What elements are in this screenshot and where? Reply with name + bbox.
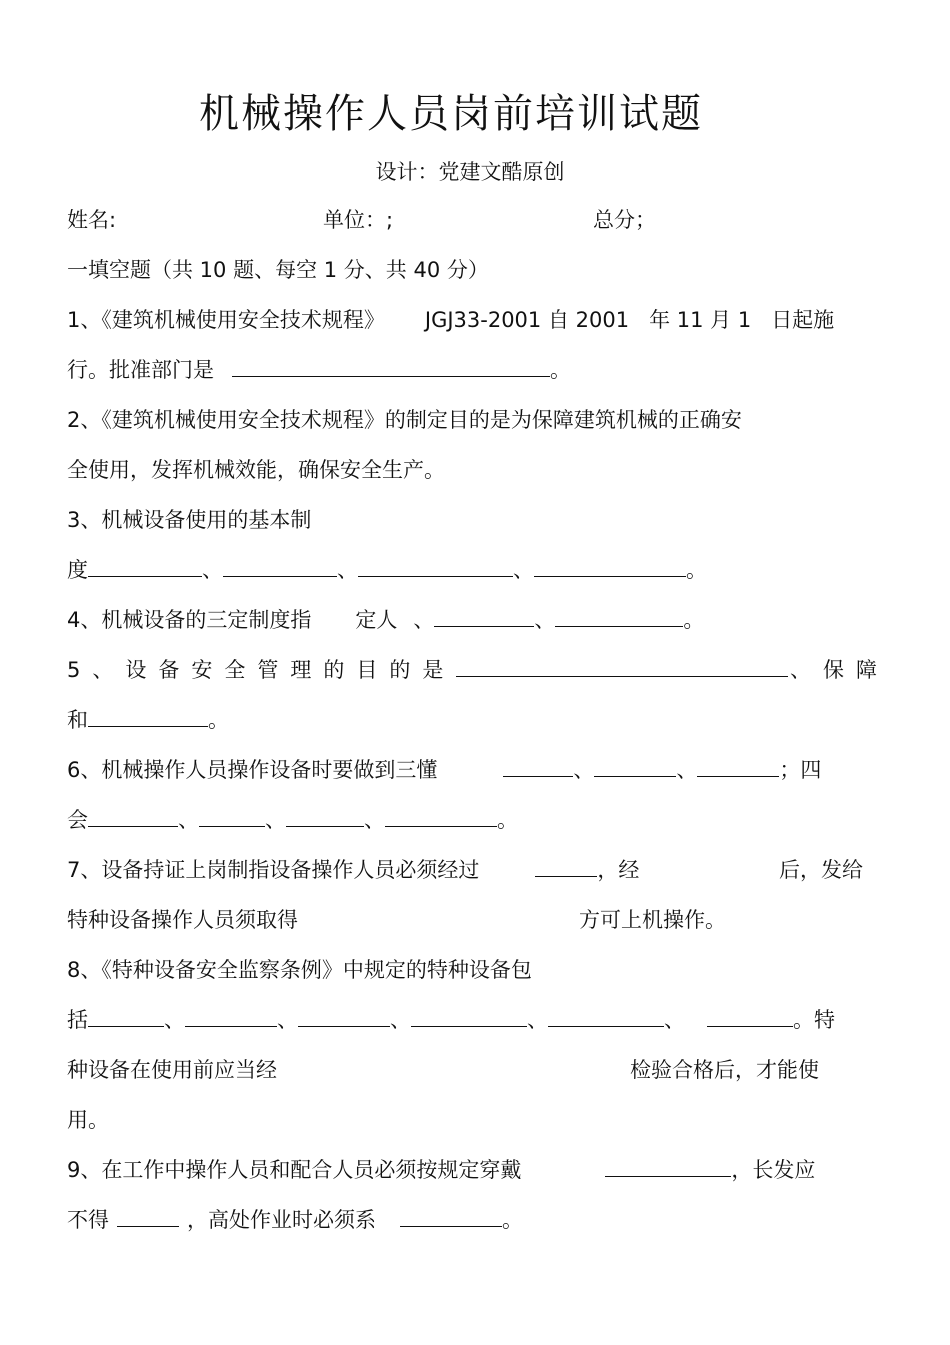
document-subtitle: 设计：党建文酷原创	[375, 160, 565, 184]
q1-text-e: 行。批准部门是	[67, 358, 214, 382]
q6-separator: 、	[178, 808, 199, 832]
q1-text-a: 1、《建筑机械使用安全技术规程》	[67, 308, 385, 332]
q4-end: 。	[683, 608, 705, 632]
q8-separator: 、	[527, 1008, 548, 1032]
question-9-line-2	[67, 1206, 523, 1234]
q8-separator: 、	[664, 1008, 685, 1032]
answer-blank[interactable]	[88, 1006, 164, 1027]
question-7-line-1	[67, 856, 639, 884]
q1-end: 。	[550, 358, 571, 382]
question-5-text-a: 5、设备安全管理的目的是	[67, 658, 456, 682]
answer-blank[interactable]	[534, 556, 686, 577]
answer-blank[interactable]	[535, 856, 597, 877]
q5-end: 。	[208, 708, 229, 732]
q8-separator: 、	[390, 1008, 411, 1032]
q6-end: 。	[497, 808, 518, 832]
q4-text-b: 定人	[355, 608, 398, 632]
q8-separator: 、	[164, 1008, 185, 1032]
info-total-label: 总分；	[593, 208, 656, 232]
answer-blank[interactable]	[286, 806, 364, 827]
question-8-line-2	[67, 1006, 835, 1034]
q1-text-c: 年 11 月 1	[649, 308, 752, 332]
q4-text-a: 4、机械设备的三定制度指	[67, 608, 312, 632]
answer-blank[interactable]	[298, 1006, 390, 1027]
q3-text-b: 度	[67, 558, 88, 582]
answer-blank[interactable]	[117, 1206, 179, 1227]
q7-text-b: ，经	[597, 858, 640, 882]
q3-separator: 、	[513, 558, 534, 582]
answer-blank[interactable]	[400, 1206, 502, 1227]
answer-blank[interactable]	[358, 556, 513, 577]
q6-separator: 、	[265, 808, 286, 832]
q3-end: 。	[686, 558, 707, 582]
question-6-line-2	[67, 806, 518, 834]
question-8-text-f: 用。	[67, 1108, 109, 1132]
question-1-line-1	[67, 306, 834, 334]
question-7-text-d: 特种设备操作人员须取得	[67, 908, 298, 932]
q1-text-b: JGJ33-2001 自 2001	[424, 308, 630, 332]
q6-text-a: 6、机械操作人员操作设备时要做到三懂	[67, 758, 438, 782]
question-3-line-2	[67, 556, 707, 584]
q9-text-b: ，长发应	[731, 1158, 816, 1182]
answer-blank[interactable]	[88, 806, 178, 827]
q9-text-d: ，高处作业时必须系	[187, 1208, 376, 1232]
q6-text-c: 会	[67, 808, 88, 832]
q8-text-b: 括	[67, 1008, 88, 1032]
answer-blank[interactable]	[385, 806, 497, 827]
info-unit-label: 单位：;	[323, 208, 394, 232]
answer-blank[interactable]	[456, 656, 788, 677]
answer-blank[interactable]	[605, 1156, 731, 1177]
answer-blank[interactable]	[548, 1006, 664, 1027]
answer-blank[interactable]	[594, 756, 676, 777]
answer-blank[interactable]	[223, 556, 337, 577]
question-8-text-d: 种设备在使用前应当经	[67, 1058, 277, 1082]
q4-separator: 、	[413, 608, 435, 632]
answer-blank[interactable]	[88, 706, 208, 727]
section-heading: 一填空题（共 10 题、每空 1 分、共 40 分）	[67, 258, 489, 282]
q6-separator: 、	[364, 808, 385, 832]
q1-text-d: 日起施	[771, 308, 835, 332]
question-1-line-2	[67, 356, 571, 384]
question-4	[67, 606, 704, 634]
question-5-text-b: 、保障	[790, 658, 889, 682]
answer-blank[interactable]	[434, 606, 534, 627]
answer-blank[interactable]	[411, 1006, 527, 1027]
answer-blank[interactable]	[232, 356, 550, 377]
q7-text-a: 7、设备持证上岗制指设备操作人员必须经过	[67, 858, 480, 882]
question-2-line-2: 全使用，发挥机械效能，确保安全生产。	[67, 458, 445, 482]
answer-blank[interactable]	[88, 556, 202, 577]
question-5-blank-row	[456, 656, 788, 684]
question-8-line-1: 8、《特种设备安全监察条例》中规定的特种设备包	[67, 958, 532, 982]
q9-end: 。	[502, 1208, 523, 1232]
question-3-line-1: 3、机械设备使用的基本制	[67, 508, 312, 532]
question-7-text-e: 方可上机操作。	[579, 908, 726, 932]
question-9-line-1	[67, 1156, 815, 1184]
answer-blank[interactable]	[697, 756, 779, 777]
q5-text-c: 和	[67, 708, 88, 732]
question-7-text-c: 后，发给	[779, 858, 863, 882]
q9-text-a: 9、在工作中操作人员和配合人员必须按规定穿戴	[67, 1158, 522, 1182]
q8-separator: 、	[277, 1008, 298, 1032]
question-5-line-2	[67, 706, 229, 734]
q6-separator: 、	[676, 758, 698, 782]
question-2-line-1: 2、《建筑机械使用安全技术规程》的制定目的是为保障建筑机械的正确安	[67, 408, 742, 432]
q6-separator: 、	[573, 758, 595, 782]
q3-separator: 、	[337, 558, 358, 582]
answer-blank[interactable]	[707, 1006, 793, 1027]
q9-text-c: 不得	[67, 1208, 109, 1232]
q3-separator: 、	[202, 558, 223, 582]
q8-text-c: 。特	[793, 1008, 835, 1032]
info-name-label: 姓名:	[67, 208, 117, 232]
answer-blank[interactable]	[199, 806, 265, 827]
q4-separator: 、	[534, 608, 556, 632]
question-8-text-e: 检验合格后，才能使	[630, 1058, 819, 1082]
q6-text-b: ；四	[779, 758, 822, 782]
answer-blank[interactable]	[555, 606, 683, 627]
document-title: 机械操作人员岗前培训试题	[199, 91, 703, 137]
question-6-line-1	[67, 756, 821, 784]
answer-blank[interactable]	[185, 1006, 277, 1027]
answer-blank[interactable]	[503, 756, 573, 777]
